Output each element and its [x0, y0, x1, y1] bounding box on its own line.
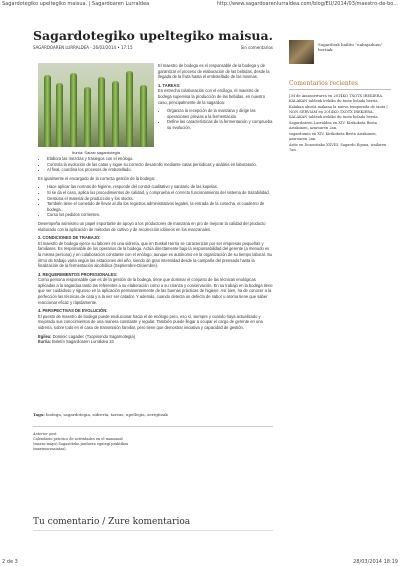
intro-text: El maestro de bodega es el responsable de la bodega y de garantizar el proceso de elaboración de las bebidas, desde la llegada de la fruta hasta el embotellado de las mismas. [158, 63, 270, 80]
list-item[interactable]: Sagardoaren Lurraldea en XIV. Kirikoketa Besta Arizkunen, azaroaren 2an. [289, 121, 377, 130]
list-item: • Elabora las mezclas y trasiegos con el enólogo. [47, 156, 273, 162]
section-3-title: 3. REQUERIMIENTOS PROFESIONALES: [38, 271, 118, 277]
post-date: SAGARDOAREN LURRALDEA - 26/03/2014 • 17:15 [33, 45, 133, 50]
section-4-text: El puesto de maestro de bodega puede evolucionar hacia el de enólogo pero, eso sí, siempre y cuando haya actualizado y mejorado sus conocimientos de una manera constante y regular. También puede llegar a ocupar el cargo de gerente en una sidrería, sobre todo en el caso de transmisión familiar, pero tiene que demostrar iniciativa y capacidad de gestión. [38, 313, 263, 331]
post-photo [38, 63, 154, 147]
print-header [0, 0, 400, 8]
page-number: 2 de 3 [2, 559, 18, 565]
featured-link[interactable]: Sagardoak bailitu "enbajaduen" bertiak [318, 42, 383, 52]
section-2-title: 2. CONDICIONES DE TRABAJO: [38, 235, 101, 241]
recent-comments-title: Comentarios recientes [289, 80, 391, 90]
post-title: Sagardotegiko upeltegiko maisua. [33, 28, 273, 43]
list-item[interactable]: J.M de Amasorrrarra en 2014KO TXOTX IREKIERA. KALAKAN taldeak irekiko du txotx bolada berria. [289, 94, 384, 103]
section-1-more: Es igualmente el encargado de la correcta gestión de la bodega: [38, 175, 155, 181]
comments-title: Tu comentario / Zure komentarioa [33, 517, 191, 527]
section-3-text: Como persona responsable que es de la gestión de la bodega, tiene que dominar el conjunto de las técnicas enológicas aplicadas a la sagardoa tanto las referentes a su elaboración como a su crianza y conservación. En su trabajo en la bodega tiene que ser cuidadoso y riguroso en la aplicación permanentemente de las buenas prácticas de higiene. Así bien, ha de conocer a la perfección las técnicas de cata y a la vez ser catador. Y además, cuando detecta un defecto de sabor u aroma tiene que saber reaccionar eficaz y rápidamente. [38, 277, 273, 305]
post-intro-column [158, 63, 273, 131]
list-item[interactable]: Aritz en Donostiako XXVIII. Sagardo Egunа, irailaren 7an. [289, 143, 387, 152]
print-url: http://www.sagardoarenlurraldea.com/blog/EU/2014/03/maestro-de-bo... [216, 1, 398, 7]
print-datetime: 28/03/2014 18:19 [353, 559, 398, 565]
prev-post-link[interactable]: Calendario práctico de actividades en el manzanal (marzo-mayo) Sagastiteko jarduera egutegi praktikoa (martxoa-maiatza). [33, 437, 129, 451]
post-tags [33, 412, 273, 417]
section-1-list-a [158, 108, 273, 130]
section-1-title: 1. TAREAS: [158, 82, 181, 88]
comments-link[interactable]: Sin comentarios [240, 45, 273, 50]
section-4-title: 4. PERSPECTIVAS DE EVOLUCIÓN: [38, 308, 108, 314]
sidebar-featured[interactable] [289, 40, 391, 70]
list-item[interactable]: sagardumin en XIV. Kirikoketa Besta Arizkunen, azaroaren 2an. [289, 132, 377, 141]
print-title: Sagardotegiko upeltegiko maisua. | Sagardoaren Lurraldea [2, 1, 150, 7]
post-body [38, 156, 273, 345]
list-item: • Hace aplicar las normas de higiene, responde del control cualitativo y sanitario de las kupelas. [47, 184, 273, 190]
post [33, 28, 273, 345]
tags-label: Tags: [33, 412, 45, 417]
list-item: • Gestiona el material de producción y los stocks. [47, 196, 273, 202]
list-item: • Define las características de la fermentación y comprueba su evolución. [167, 119, 273, 130]
photo-caption: Iturria: Saizar sagardotegia [71, 150, 121, 155]
list-item: • Cursa los pedidos corrientes. [47, 212, 273, 218]
author-line: Egilea: Dominic Lagadec (Txopinondo Sagarnotegia) [38, 333, 135, 339]
list-item: • Si se da el caso, aplica los procedimientos de calidad, y comprueba el correcto funcionamiento del sistema de trazabilidad. [47, 190, 273, 196]
source-line: Iturria: Boletín Sagardoaren Lurraldea 34 [38, 339, 114, 345]
divider [33, 530, 273, 531]
prev-post-label: Anterior post [33, 432, 57, 436]
list-item: • Controla la evolución de las catas y sigue su correcto desarrollo mediante catas periódicas y análisis en laboratorio. [47, 162, 273, 168]
recent-comments-list [289, 94, 391, 153]
tags-list[interactable]: bodega, sagardotegia, sidrería, tareas, upellegia, zerrgitzak [44, 412, 168, 417]
divider [33, 426, 273, 427]
list-item: • También tiene el cometido de llevar al día los registros administrativos legales, la entrada de la cosecha, el cuaderno de bodega… [47, 201, 273, 212]
print-footer [0, 558, 400, 566]
featured-thumbnail[interactable] [289, 40, 314, 64]
sidebar [289, 40, 391, 154]
post-meta [33, 45, 273, 51]
list-item: • Organiza la recepción de la manzana y dirige las operaciones previas a la fermentación. [167, 108, 273, 119]
section-2-text: El maestro de bodega ejerce su labores en una sidrería, que en Euskal Herria se caracterizan por ser empresas pequeñas y familiares. Es responsable de los operarios de la bodega. Actúa directamente bajo la responsabilidad del gerente (a menudo es la misma persona) y en colaboración constante con el enólogo, aunque es autónomo en la organización de su tiempo laboral. Su ritmo de trabajo varía según las estaciones del año, siendo de gran intensidad desde la campaña del prensado hasta la finalización de la fermentación alcohólica (Septiembre-Diciembre). [38, 240, 272, 269]
list-item: • Al final, coordina los procesos de embotellado. [47, 167, 273, 173]
post-navigation [33, 432, 133, 452]
list-item[interactable]: Kalakan abiròà makano la nueva temporada de txotx | NON SERVIAM en 2014KO TXOTX IREKIERA. KALAKAN taldeak irekiko du txotx bolada berria. [289, 105, 388, 119]
section-1-list-b [38, 156, 273, 173]
section-1-text: En estrecha colaboración con el enólogo, el maestro de bodega supervisa la producción de las bebidas, en nuestro caso, principalmente de la sagardoa: [158, 88, 265, 105]
section-1-list-c [38, 184, 273, 218]
section-1-outro: Desempeña asimismo un papel importante de apoyo a los productores de manzana en pro de mejorar la calidad del producto elaborado con la aplicación de métodos de cultivo y de recolección idóneos en los manzanales. [38, 220, 266, 232]
